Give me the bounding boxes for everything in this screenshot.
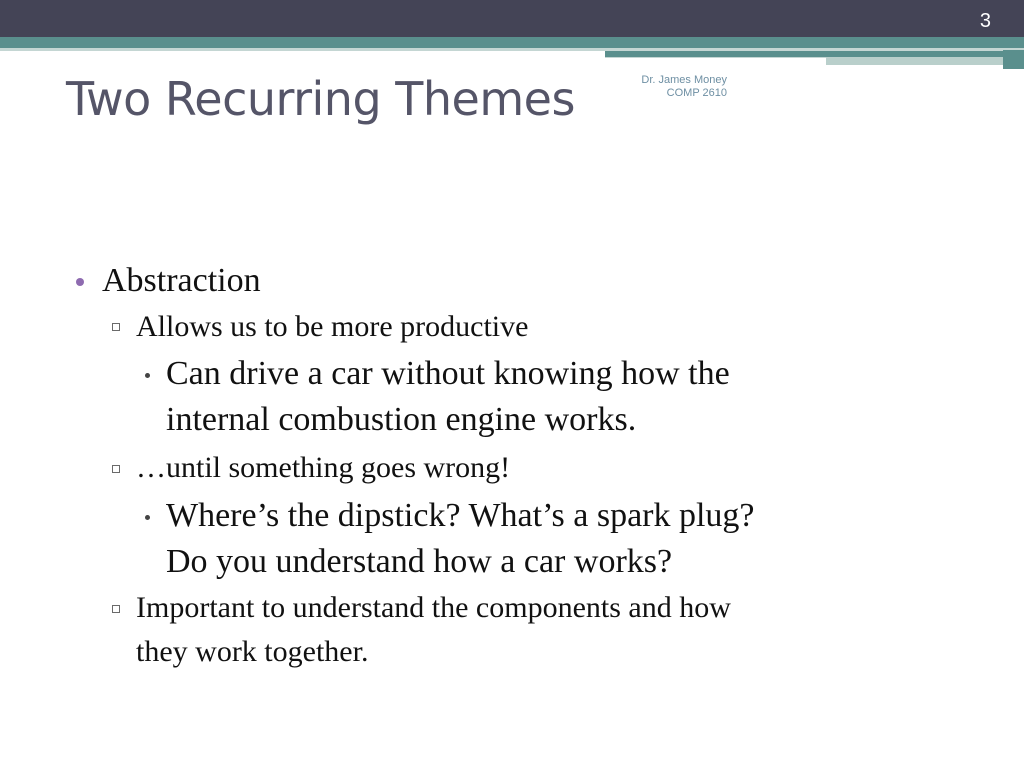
course-code: COMP 2610 <box>666 87 727 99</box>
bullet-car-line1: Can drive a car without knowing how the <box>166 355 730 392</box>
small-dot-bullet-icon <box>145 515 150 520</box>
slide-number: 3 <box>979 10 991 32</box>
bullet-car-line2: internal combustion engine works. <box>166 401 637 438</box>
bullet-abstraction: Abstraction <box>102 262 261 299</box>
bullet-components-line2: they work together. <box>136 635 369 668</box>
bullet-productive: Allows us to be more productive <box>136 310 529 343</box>
small-dot-bullet-icon <box>145 373 150 378</box>
slide-title: Two Recurring Themes <box>66 72 575 126</box>
square-bullet-icon <box>112 605 120 613</box>
bullet-dipstick-line1: Where’s the dipstick? What’s a spark plug? <box>166 497 755 534</box>
bullet-until-wrong: …until something goes wrong! <box>136 451 511 484</box>
author-name: Dr. James Money <box>641 74 727 86</box>
bullet-dipstick-line2: Do you understand how a car works? <box>166 543 673 580</box>
bullet-dot-icon <box>76 278 84 286</box>
bullet-components-line1: Important to understand the components and how <box>136 591 731 624</box>
square-bullet-icon <box>112 465 120 473</box>
square-bullet-icon <box>112 323 120 331</box>
